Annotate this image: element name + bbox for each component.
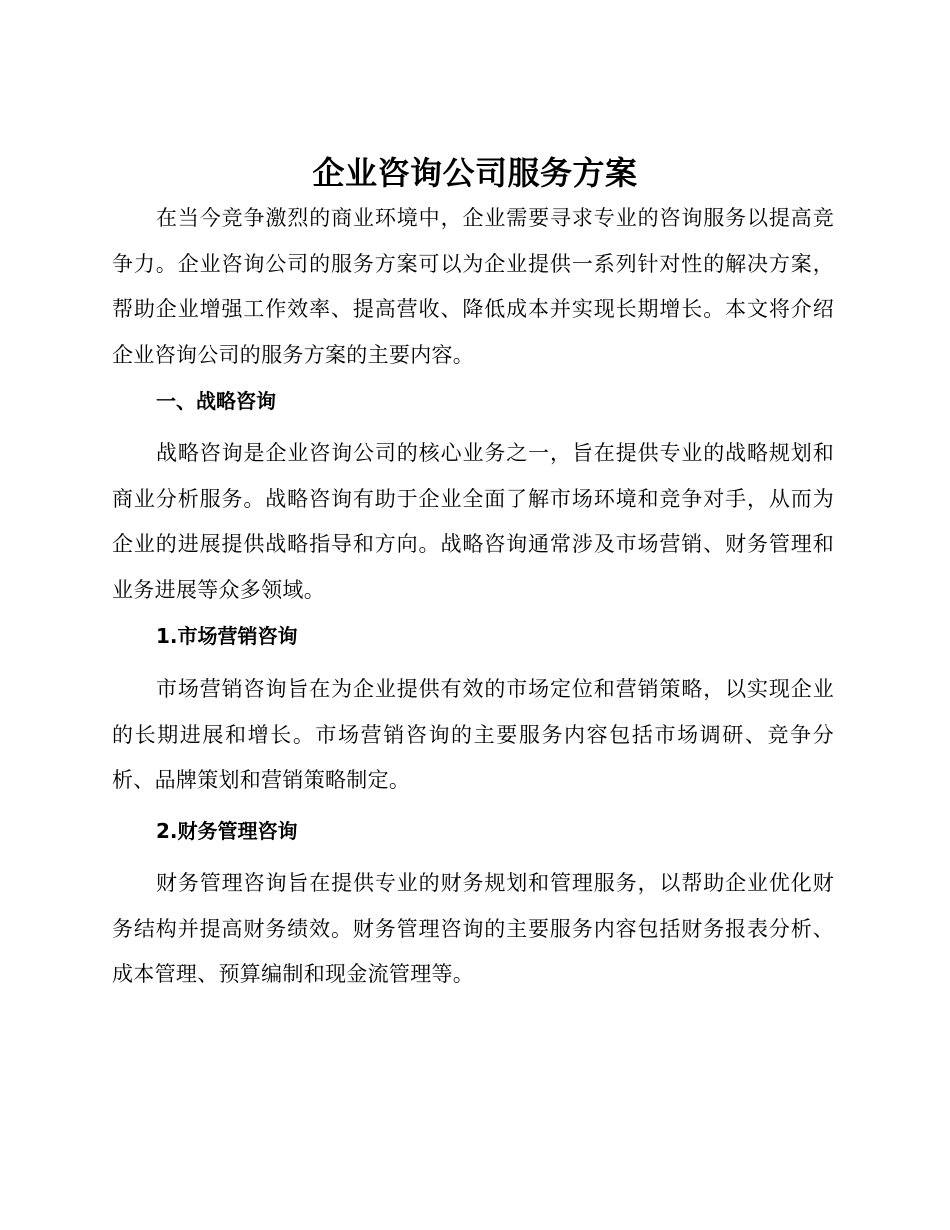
document-title: 企业咨询公司服务方案 [312,154,638,192]
section-body-marketing: 市场营销咨询旨在为企业提供有效的市场定位和营销策略，以实现企业的长期进展和增长。市场营销咨询的主要服务内容包括市场调研、竞争分析、品牌策划和营销策略制定。 [112,677,834,792]
section-heading-marketing: 1.市场营销咨询 [156,624,298,648]
section-heading-strategy: 一、战略咨询 [156,389,276,413]
section-body-finance: 财务管理咨询旨在提供专业的财务规划和管理服务，以帮助企业优化财务结构并提高财务绩效。财务管理咨询的主要服务内容包括财务报表分析、成本管理、预算编制和现金流管理等。 [112,871,834,986]
section-heading-finance: 2.财务管理咨询 [156,819,298,843]
intro-paragraph: 在当今竞争激烈的商业环境中，企业需要寻求专业的咨询服务以提高竞争力。企业咨询公司的服务方案可以为企业提供一系列针对性的解决方案，帮助企业增强工作效率、提高营收、降低成本并实现长期增长。本文将介绍企业咨询公司的服务方案的主要内容。 [112,206,834,367]
section-body-strategy: 战略咨询是企业咨询公司的核心业务之一，旨在提供专业的战略规划和商业分析服务。战略咨询有助于企业全面了解市场环境和竞争对手，从而为企业的进展提供战略指导和方向。战略咨询通常涉及市场营销、财务管理和业务进展等众多领域。 [112,441,834,602]
